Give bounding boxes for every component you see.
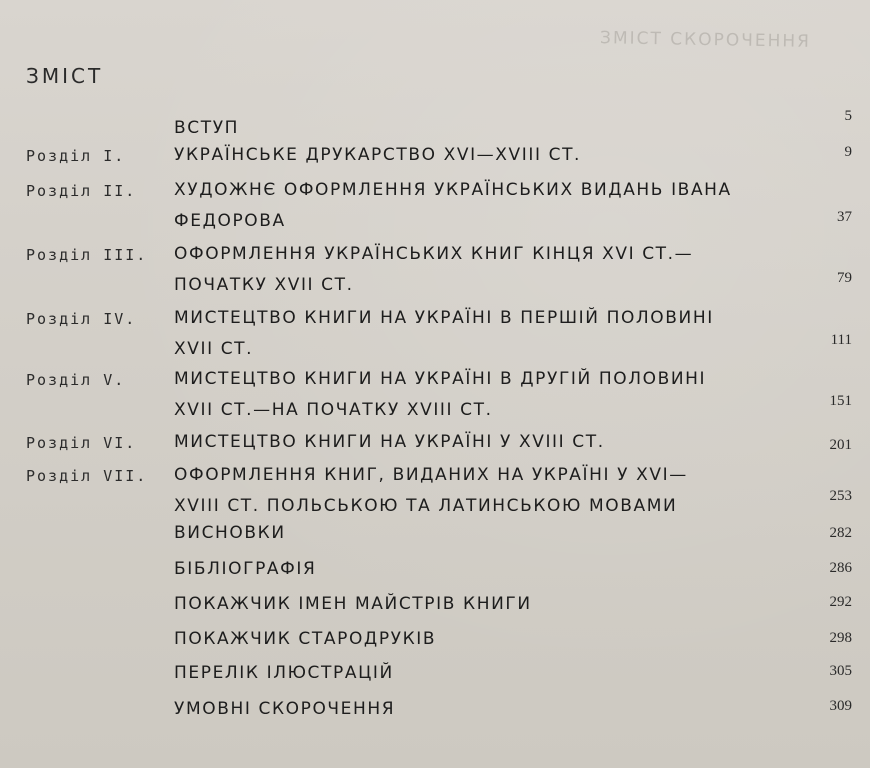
toc-entry-title: ХУДОЖНЄ ОФОРМЛЕННЯ УКРАЇНСЬКИХ ВИДАНЬ ІВАНА — [174, 180, 732, 200]
toc-entry-title: ВСТУП — [174, 118, 240, 138]
toc-entry-title-continued: XVIII СТ. ПОЛЬСЬКОЮ ТА ЛАТИНСЬКОЮ МОВАМИ — [174, 496, 678, 516]
toc-page-number: 111 — [830, 332, 852, 348]
toc-page-number: 253 — [829, 488, 852, 504]
toc-entry-title: ПЕРЕЛІК ІЛЮСТРАЦІЙ — [174, 663, 394, 683]
toc-entry-title: ПОКАЖЧИК СТАРОДРУКІВ — [174, 629, 437, 649]
toc-page-number: 309 — [829, 698, 852, 714]
toc-entry-title-continued: ПОЧАТКУ XVII СТ. — [174, 275, 354, 295]
toc-page-number: 151 — [829, 393, 852, 409]
toc-entry-title: ОФОРМЛЕННЯ КНИГ, ВИДАНИХ НА УКРАЇНІ У XVI— — [174, 465, 688, 485]
section-label: Розділ VII. — [26, 467, 148, 485]
toc-entry-title: УКРАЇНСЬКЕ ДРУКАРСТВО XVI—XVIII СТ. — [174, 145, 582, 165]
toc-page-number: 5 — [844, 108, 852, 124]
section-label: Розділ III. — [26, 246, 148, 264]
section-label: Розділ V. — [26, 371, 126, 389]
section-label: Розділ VI. — [26, 434, 137, 452]
bleed-through-text: ЗМІСТ СКОРОЧЕННЯ — [599, 28, 812, 52]
toc-page-number: 298 — [829, 630, 852, 646]
toc-entry-title: БІБЛІОГРАФІЯ — [174, 559, 317, 579]
toc-entry-title: ВИСНОВКИ — [174, 523, 286, 543]
section-label: Розділ II. — [26, 182, 137, 200]
toc-entry-title: ОФОРМЛЕННЯ УКРАЇНСЬКИХ КНИГ КІНЦЯ XVI СТ.— — [174, 244, 694, 264]
toc-page-number: 37 — [837, 209, 852, 225]
toc-entry-title: УМОВНІ СКОРОЧЕННЯ — [174, 699, 396, 719]
toc-entry-title-continued: XVII СТ. — [174, 339, 254, 359]
toc-page-number: 305 — [829, 663, 852, 679]
toc-page-number: 292 — [829, 594, 852, 610]
toc-entry-title: МИСТЕЦТВО КНИГИ НА УКРАЇНІ В ДРУГІЙ ПОЛОВИНІ — [174, 369, 707, 389]
toc-page-number: 201 — [829, 437, 852, 453]
toc-entry-title: МИСТЕЦТВО КНИГИ НА УКРАЇНІ В ПЕРШІЙ ПОЛОВИНІ — [174, 308, 714, 328]
page-title: ЗМІСТ — [26, 64, 104, 88]
toc-page-number: 9 — [844, 144, 852, 160]
section-label: Розділ I. — [26, 147, 126, 165]
section-label: Розділ IV. — [26, 310, 137, 328]
toc-entry-title-continued: ФЕДОРОВА — [174, 211, 286, 231]
toc-entry-title-continued: XVII СТ.—НА ПОЧАТКУ XVIII СТ. — [174, 400, 493, 420]
toc-entry-title: ПОКАЖЧИК ІМЕН МАЙСТРІВ КНИГИ — [174, 594, 532, 614]
toc-page-number: 286 — [829, 560, 852, 576]
toc-page-number: 79 — [837, 270, 852, 286]
toc-entry-title: МИСТЕЦТВО КНИГИ НА УКРАЇНІ У XVIII СТ. — [174, 432, 605, 452]
toc-page-number: 282 — [829, 525, 852, 541]
